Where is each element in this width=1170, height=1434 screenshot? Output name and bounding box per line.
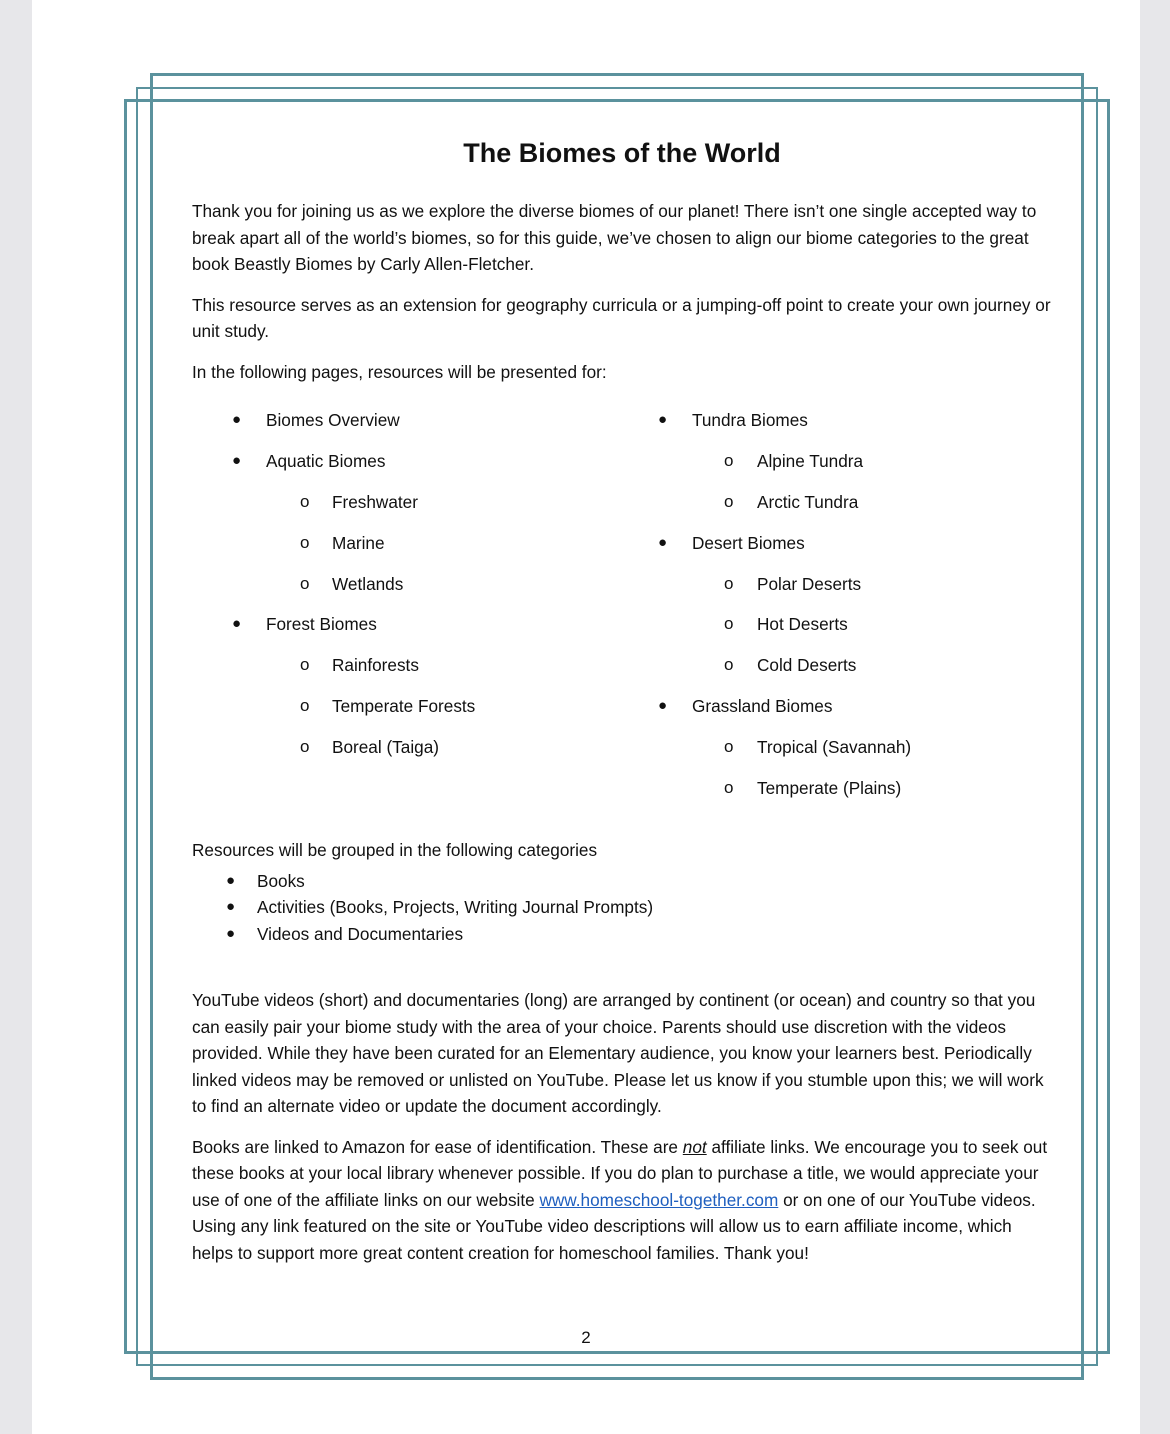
categories-intro: Resources will be grouped in the following categories: [192, 840, 598, 860]
categories-list: [192, 868, 1052, 948]
bullet-icon: ●: [232, 411, 242, 428]
bullet-icon: ●: [226, 898, 236, 915]
bullet-icon: ●: [226, 924, 236, 942]
sub-bullet-icon: o: [300, 696, 310, 716]
books-paragraph: [192, 1134, 1052, 1267]
biome-label: Temperate (Plains): [757, 778, 902, 799]
website-link[interactable]: www.homeschool-together.com: [539, 1189, 779, 1210]
bullet-icon: ●: [226, 871, 236, 889]
sub-bullet-icon: o: [724, 614, 734, 634]
sub-bullet-icon: o: [724, 491, 734, 511]
sub-bullet-icon: o: [724, 655, 734, 675]
biome-label: Marine: [332, 532, 385, 553]
intro-paragraph-3: In the following pages, resources will be presented for:: [192, 361, 607, 382]
books-text-part1: Books are linked to Amazon for ease of identification. These are: [192, 1136, 683, 1157]
bullet-icon: ●: [232, 615, 242, 633]
biome-label: Cold Deserts: [757, 655, 857, 676]
bullet-icon: ●: [232, 451, 242, 469]
category-label: Books: [257, 870, 305, 891]
page-content: [192, 130, 1052, 1280]
biome-label: Rainforests: [332, 655, 419, 676]
books-text-part3: or on one of our YouTube videos. Using any link featured on the site or YouTube video descriptions will allow us to earn affiliate income, which helps to support more great content creation for homeschool families. Thank you!: [192, 1189, 1036, 1263]
biome-label: Arctic Tundra: [757, 491, 859, 512]
list-item: [192, 894, 1052, 921]
intro-paragraph-2: This resource serves as an extension for geography curricula or a jumping-off point to create your own journey or unit study.: [192, 294, 1051, 341]
bullet-icon: ●: [658, 697, 668, 715]
sub-bullet-icon: o: [724, 737, 734, 757]
biome-label: Desert Biomes: [692, 532, 805, 553]
sub-bullet-icon: o: [300, 491, 310, 511]
intro-paragraph-1: Thank you for joining us as we explore the diverse biomes of our planet! There isn’t one single accepted way to break apart all of the world’s biomes, so for this guide, we’ve chosen to align our biome categories to the great book Beastly Biomes by Carly Allen-Fletcher.: [192, 201, 1037, 274]
biome-label: Freshwater: [332, 491, 418, 512]
sub-bullet-icon: o: [300, 532, 310, 552]
document-page: [32, 0, 1140, 1434]
list-item: [192, 921, 1052, 948]
category-label: Activities (Books, Projects, Writing Journal Prompts): [257, 897, 654, 917]
biome-list: [192, 407, 1052, 837]
youtube-paragraph: YouTube videos (short) and documentaries (long) are arranged by continent (or ocean) and country so that you can easily pair your biome study with the area of your choice. Parents should use discretion with the videos provided. While they have been curated for an Elementary audience, you know your learners best. Periodically linked videos may be removed or unlisted on YouTube. Please let us know if you stumble upon this; we will work to find an alternate video or update the document accordingly.: [192, 990, 1044, 1116]
sub-bullet-icon: o: [724, 778, 734, 798]
sub-bullet-icon: o: [300, 737, 310, 757]
sub-bullet-icon: o: [724, 573, 734, 593]
sub-bullet-icon: o: [300, 573, 310, 593]
bullet-icon: ●: [658, 533, 668, 551]
biome-label: Grassland Biomes: [692, 696, 833, 717]
emphasis-not: not: [682, 1136, 707, 1157]
sub-bullet-icon: o: [300, 655, 310, 675]
books-text-part2: affiliate links. We encourage you to seek out these books at your local library whenever possible. If you do plan to purchase a title, we would appreciate your use of one of the affiliate links on our website: [192, 1136, 1048, 1210]
category-label: Videos and Documentaries: [257, 923, 464, 944]
biome-label: Forest Biomes: [266, 614, 377, 635]
biome-label: Biomes Overview: [266, 410, 400, 430]
biome-label: Alpine Tundra: [757, 450, 864, 471]
page-title: The Biomes of the World: [463, 138, 781, 168]
sub-bullet-icon: o: [724, 450, 734, 470]
biome-label: Hot Deserts: [757, 614, 848, 635]
biome-label: Aquatic Biomes: [266, 450, 386, 471]
list-item: [192, 868, 1052, 895]
biome-label: Boreal (Taiga): [332, 737, 439, 758]
bullet-icon: ●: [658, 411, 668, 428]
biome-label: Polar Deserts: [757, 573, 862, 594]
page-number: 2: [581, 1328, 591, 1347]
biome-label: Wetlands: [332, 573, 404, 594]
biome-label: Temperate Forests: [332, 696, 476, 717]
biome-label: Tundra Biomes: [692, 410, 808, 430]
biome-label: Tropical (Savannah): [757, 737, 912, 758]
